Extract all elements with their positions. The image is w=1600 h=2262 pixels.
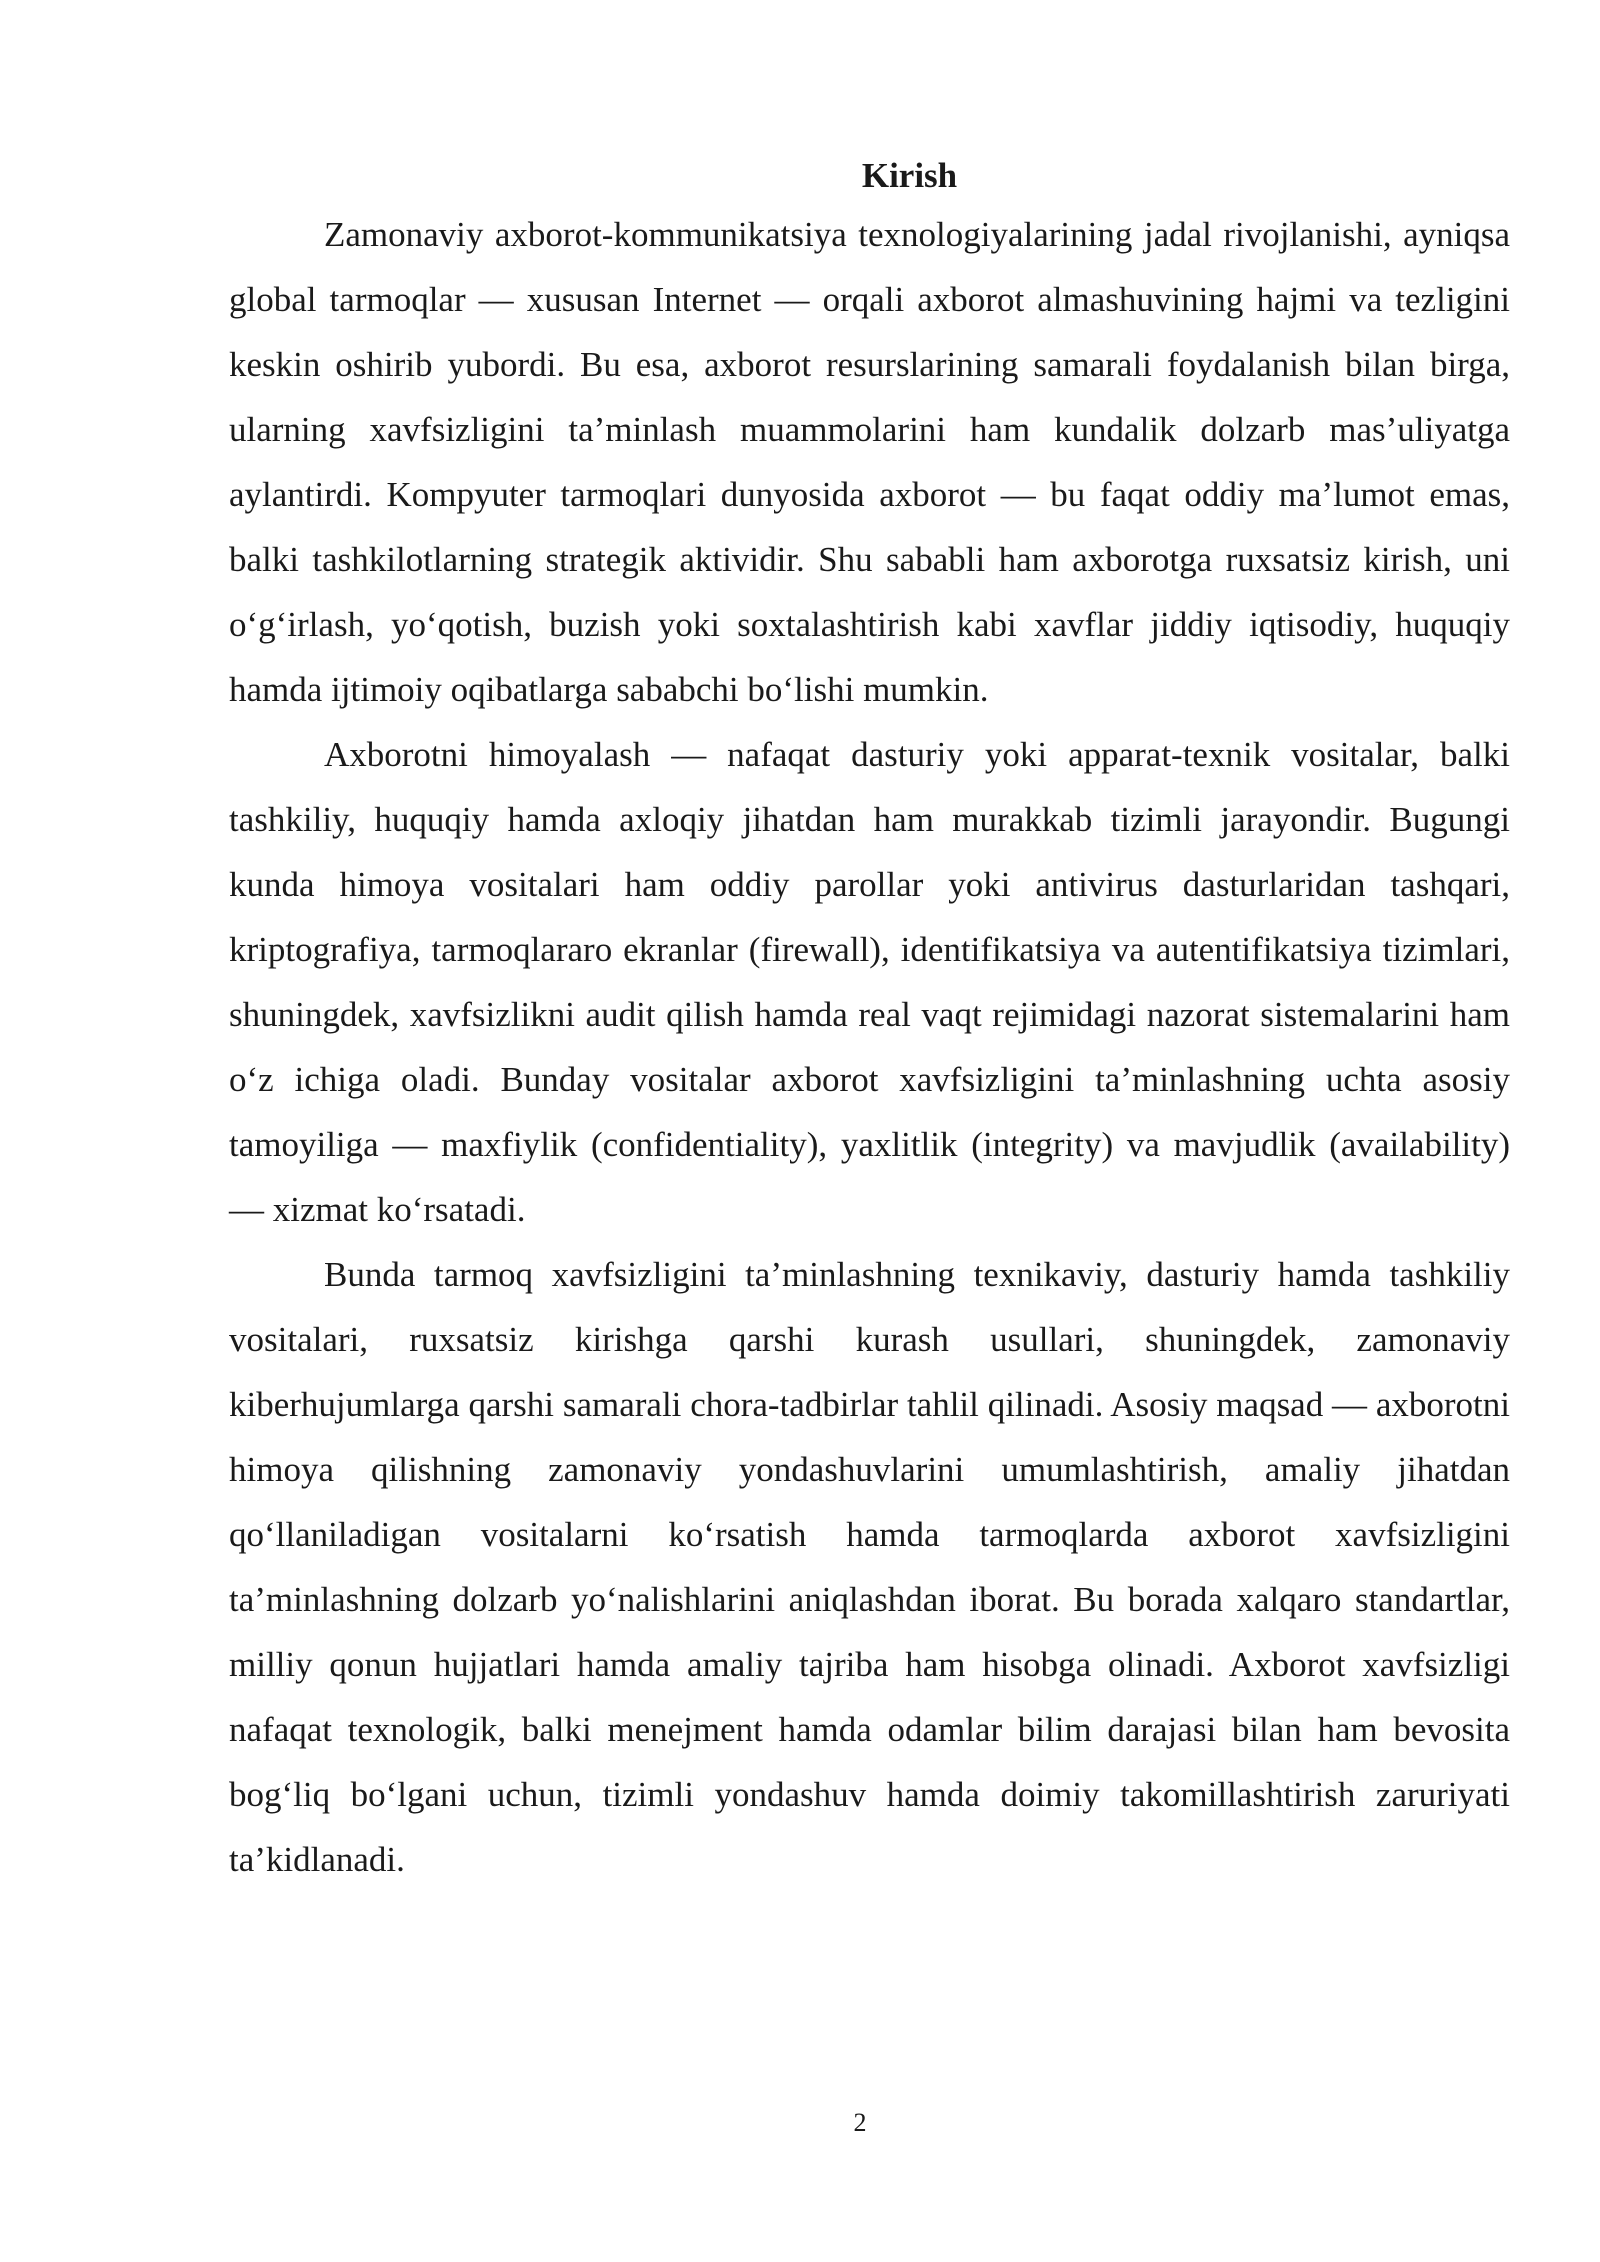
paragraph-2: Axborotni himoyalash — nafaqat dasturiy yoki apparat-texnik vositalar, balki tashkiliy, huquqiy hamda axloqiy jihatdan ham murakkab tizimli jarayondir. Bugungi kunda himoya vositalari ham oddiy parollar yoki antivirus dasturlaridan tashqari, kriptografiya, tarmoqlararo ekranlar (firewall), identifikatsiya va autentifikatsiya tizimlari, shuningdek, xavfsizlikni audit qilish hamda real vaqt rejimidagi nazorat sistemalarini ham o‘z ichiga oladi. Bunday vositalar axborot xavfsizligini ta’minlashning uchta asosiy tamoyiliga — maxfiylik (confidentiality), yaxlitlik (integrity) va mavjudlik (availability) — xizmat ko‘rsatadi.: [229, 735, 1510, 1229]
paragraph-3: Bunda tarmoq xavfsizligini ta’minlashning texnikaviy, dasturiy hamda tashkiliy vositalari, ruxsatsiz kirishga qarshi kurash usullari, shuningdek, zamonaviy kiberhujumlarga qarshi samarali chora-tadbirlar tahlil qilinadi. Asosiy maqsad — axborotni himoya qilishning zamonaviy yondashuvlarini umumlashtirish, amaliy jihatdan qo‘llaniladigan vositalarni ko‘rsatish hamda tarmoqlarda axborot xavfsizligini ta’minlashning dolzarb yo‘nalishlarini aniqlashdan iborat. Bu borada xalqaro standartlar, milliy qonun hujjatlari hamda amaliy tajriba ham hisobga olinadi. Axborot xavfsizligi nafaqat texnologik, balki menejment hamda odamlar bilim darajasi bilan ham bevosita bog‘liq bo‘lgani uchun, tizimli yondashuv hamda doimiy takomillashtirish zaruriyati ta’kidlanadi.: [229, 1255, 1510, 1879]
section-title: Kirish: [861, 156, 958, 195]
paragraph-1: Zamonaviy axborot-kommunikatsiya texnologiyalarining jadal rivojlanishi, ayniqsa global tarmoqlar — xususan Internet — orqali axborot almashuvining hajmi va tezligini keskin oshirib yubordi. Bu esa, axborot resurslarining samarali foydalanish bilan birga, ularning xavfsizligini ta’minlash muammolarini ham kundalik dolzarb mas’uliyatga aylantirdi. Kompyuter tarmoqlari dunyosida axborot — bu faqat oddiy ma’lumot emas, balki tashkilotlarning strategik aktividir. Shu sababli ham axborotga ruxsatsiz kirish, uni o‘g‘irlash, yo‘qotish, buzish yoki soxtalashtirish kabi xavflar jiddiy iqtisodiy, huquqiy hamda ijtimoiy oqibatlarga sababchi bo‘lishi mumkin.: [229, 215, 1510, 709]
page-number: 2: [853, 2108, 867, 2137]
page-content: [229, 150, 1510, 1892]
